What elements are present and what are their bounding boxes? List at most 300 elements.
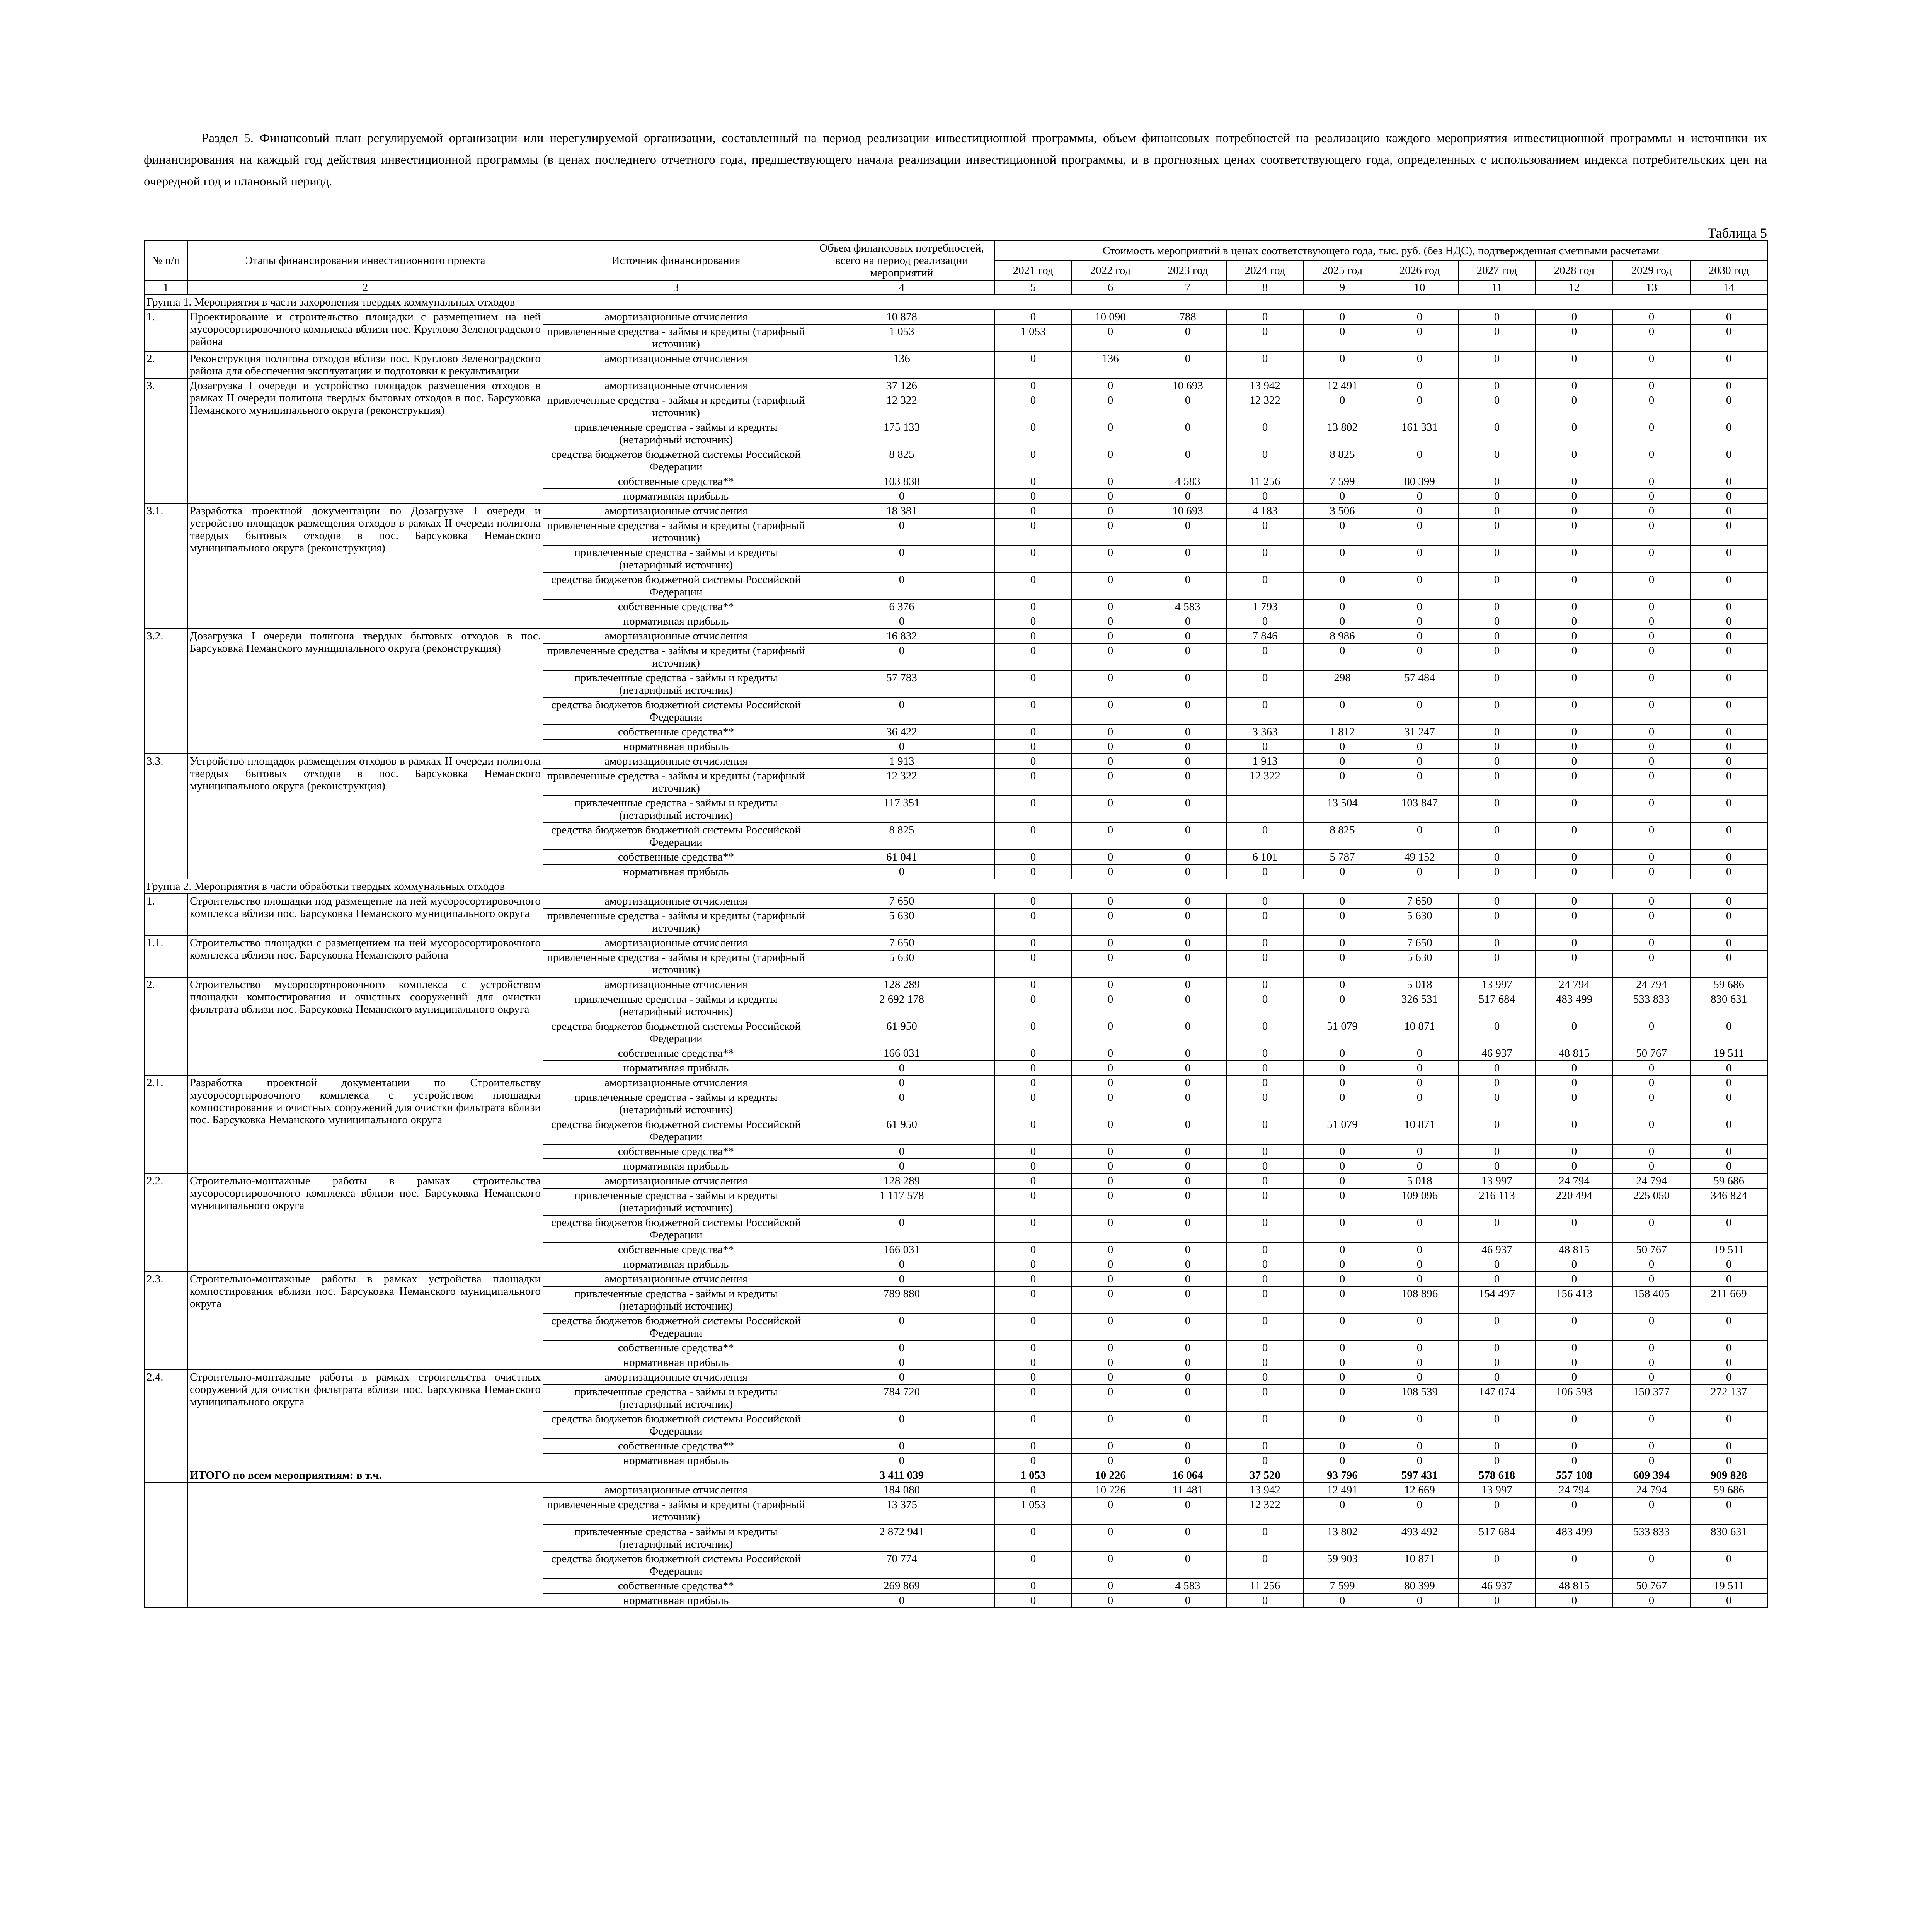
- year-value-cell: 0: [1613, 420, 1690, 447]
- year-value-cell: 0: [1536, 739, 1613, 754]
- year-value-cell: 0: [1690, 796, 1767, 823]
- year-value-cell: 0: [1072, 670, 1149, 697]
- year-value-cell: 0: [1690, 1159, 1767, 1173]
- year-value-cell: 0: [1690, 724, 1767, 739]
- year-value-cell: 0: [1304, 908, 1381, 935]
- year-value-cell: 0: [1072, 850, 1149, 864]
- year-value-cell: 0: [1613, 447, 1690, 474]
- year-value-cell: 0: [1381, 754, 1458, 769]
- total-volume-cell: 37 126: [809, 378, 994, 393]
- group-row: [144, 295, 1767, 310]
- year-value-cell: 0: [1613, 935, 1690, 950]
- total-volume-cell: 0: [809, 1370, 994, 1384]
- year-value-cell: 0: [1226, 1355, 1304, 1370]
- total-value-cell: 578 618: [1458, 1468, 1536, 1483]
- total-volume-cell: 7 650: [809, 894, 994, 908]
- funding-source: привлеченные средства - займы и кредиты (нетарифный источник): [543, 420, 809, 447]
- funding-source: привлеченные средства - займы и кредиты (нетарифный источник): [543, 796, 809, 823]
- financial-plan-table-wrapper: [144, 240, 1767, 1608]
- year-value-cell: 0: [994, 1159, 1072, 1173]
- year-value-cell: 0: [1226, 643, 1304, 670]
- year-value-cell: 0: [1381, 324, 1458, 351]
- year-value-cell: 0: [1690, 1412, 1767, 1439]
- year-value-cell: 0: [1690, 1144, 1767, 1159]
- year-value-cell: 161 331: [1381, 420, 1458, 447]
- funding-source: привлеченные средства - займы и кредиты (нетарифный источник): [543, 1286, 809, 1313]
- header-year: 2025 год: [1304, 260, 1381, 280]
- year-value-cell: 0: [1613, 850, 1690, 864]
- year-value-cell: 0: [1458, 670, 1536, 697]
- total-source-cell: [543, 1468, 809, 1483]
- year-value-cell: 0: [994, 474, 1072, 489]
- total-breakdown-value: 48 815: [1536, 1578, 1613, 1593]
- year-value-cell: 0: [1304, 864, 1381, 879]
- item-number: 3.: [144, 378, 187, 503]
- year-value-cell: 0: [1149, 935, 1226, 950]
- year-value-cell: 0: [1304, 1340, 1381, 1355]
- year-value-cell: 0: [994, 1272, 1072, 1286]
- funding-source: привлеченные средства - займы и кредиты (нетарифный источник): [543, 545, 809, 572]
- year-value-cell: 0: [1226, 1257, 1304, 1272]
- total-breakdown-value: 0: [1536, 1497, 1613, 1524]
- year-value-cell: 0: [1072, 1173, 1149, 1188]
- year-value-cell: 0: [1072, 420, 1149, 447]
- year-value-cell: 0: [1072, 489, 1149, 503]
- year-value-cell: 0: [1226, 1061, 1304, 1075]
- year-value-cell: 0: [1226, 1090, 1304, 1117]
- year-value-cell: 24 794: [1613, 1173, 1690, 1188]
- year-value-cell: 49 152: [1381, 850, 1458, 864]
- year-value-cell: 0: [1304, 1075, 1381, 1090]
- year-value-cell: 0: [1226, 1188, 1304, 1215]
- year-value-cell: 0: [1690, 1313, 1767, 1340]
- year-value-cell: 0: [1304, 992, 1381, 1019]
- year-value-cell: 216 113: [1458, 1188, 1536, 1215]
- column-number: 9: [1304, 280, 1381, 295]
- year-value-cell: 0: [1458, 1075, 1536, 1090]
- section-intro-text: Раздел 5. Финансовый план регулируемой организации или нерегулируемой организации, составленный на период реализации инвестиционной программы, объем финансовых потребностей на реализацию каждого мероприятия инвестиционной программы и источники их финансирования на каждый год действия инвестиционной программы (в ценах последнего отчетного года, предшествующего начала реализации инвестиционной программы, и в прогнозных ценах соответствующего года, определенных с использованием индекса потребительских цен на очередной год и плановый период.: [144, 131, 1767, 189]
- year-value-cell: 211 669: [1690, 1286, 1767, 1313]
- year-value-cell: 0: [1072, 1355, 1149, 1370]
- year-value-cell: 0: [1381, 310, 1458, 324]
- year-value-cell: 0: [1613, 503, 1690, 518]
- year-value-cell: 0: [1613, 724, 1690, 739]
- year-value-cell: 298: [1304, 670, 1381, 697]
- column-number: 4: [809, 280, 994, 295]
- funding-source: нормативная прибыль: [543, 1593, 809, 1608]
- year-value-cell: 10 871: [1381, 1117, 1458, 1144]
- year-value-cell: 0: [994, 670, 1072, 697]
- total-volume-cell: 1 913: [809, 754, 994, 769]
- funding-source: собственные средства**: [543, 724, 809, 739]
- year-value-cell: 0: [1072, 1340, 1149, 1355]
- year-value-cell: 0: [1226, 1019, 1304, 1046]
- year-value-cell: 0: [1458, 1355, 1536, 1370]
- funding-source: амортизационные отчисления: [543, 1075, 809, 1090]
- year-value-cell: 0: [1690, 894, 1767, 908]
- total-value-cell: 909 828: [1690, 1468, 1767, 1483]
- year-value-cell: 147 074: [1458, 1384, 1536, 1412]
- item-name: Строительство мусоросортировочного комплекса с устройством площадки компостирования и очистных сооружений для очистки фильтрата вблизи пос. Барсуковка Неманского муниципального округа: [187, 977, 543, 1075]
- year-value-cell: 0: [994, 1355, 1072, 1370]
- year-value-cell: 0: [1536, 351, 1613, 378]
- column-numbers-row: [144, 280, 1767, 295]
- year-value-cell: 0: [1536, 950, 1613, 977]
- year-value-cell: 5 018: [1381, 1173, 1458, 1188]
- year-value-cell: 0: [994, 769, 1072, 796]
- year-value-cell: 1 793: [1226, 599, 1304, 614]
- total-volume-cell: 166 031: [809, 1242, 994, 1257]
- table-row: [144, 894, 1767, 908]
- year-value-cell: 0: [1690, 310, 1767, 324]
- funding-source: средства бюджетов бюджетной системы Российской Федерации: [543, 1551, 809, 1578]
- year-value-cell: 0: [1381, 1061, 1458, 1075]
- year-value-cell: 0: [1226, 1173, 1304, 1188]
- total-breakdown-value: 0: [1226, 1593, 1304, 1608]
- item-number: 3.1.: [144, 503, 187, 629]
- year-value-cell: 0: [994, 351, 1072, 378]
- funding-source: средства бюджетов бюджетной системы Российской Федерации: [543, 823, 809, 850]
- year-value-cell: 0: [1149, 1019, 1226, 1046]
- total-breakdown-value: 1 053: [994, 1497, 1072, 1524]
- year-value-cell: 0: [1226, 1439, 1304, 1453]
- total-breakdown-value: 0: [1226, 1524, 1304, 1551]
- total-breakdown-value: 0: [1226, 1551, 1304, 1578]
- item-name: Разработка проектной документации по Дозагрузке I очереди и устройство площадок размещения отходов в рамках II очереди полигона твердых бытовых отходов в пос. Барсуковка Неманского муниципального округа (реконструкция): [187, 503, 543, 629]
- funding-source: амортизационные отчисления: [543, 1483, 809, 1497]
- funding-source: амортизационные отчисления: [543, 1370, 809, 1384]
- total-volume-cell: 0: [809, 1090, 994, 1117]
- year-value-cell: 0: [1536, 1159, 1613, 1173]
- item-number: 2.3.: [144, 1272, 187, 1370]
- total-breakdown-value: 0: [1072, 1524, 1149, 1551]
- funding-source: привлеченные средства - займы и кредиты (тарифный источник): [543, 518, 809, 545]
- year-value-cell: 326 531: [1381, 992, 1458, 1019]
- year-value-cell: 0: [1072, 864, 1149, 879]
- year-value-cell: 51 079: [1304, 1019, 1381, 1046]
- header-no: № п/п: [144, 241, 187, 280]
- year-value-cell: 0: [1381, 489, 1458, 503]
- table-row: [144, 310, 1767, 324]
- year-value-cell: 0: [994, 724, 1072, 739]
- year-value-cell: 0: [1613, 754, 1690, 769]
- header-year: 2028 год: [1536, 260, 1613, 280]
- year-value-cell: 103 847: [1381, 796, 1458, 823]
- year-value-cell: 0: [1381, 769, 1458, 796]
- year-value-cell: 0: [994, 503, 1072, 518]
- year-value-cell: 0: [1381, 629, 1458, 643]
- year-value-cell: 0: [1690, 1019, 1767, 1046]
- year-value-cell: 0: [1304, 1286, 1381, 1313]
- funding-source: амортизационные отчисления: [543, 1173, 809, 1188]
- year-value-cell: 0: [1381, 351, 1458, 378]
- year-value-cell: 0: [994, 545, 1072, 572]
- funding-source: привлеченные средства - займы и кредиты (тарифный источник): [543, 769, 809, 796]
- year-value-cell: 0: [1690, 1340, 1767, 1355]
- year-value-cell: 0: [994, 1340, 1072, 1355]
- year-value-cell: 0: [1304, 643, 1381, 670]
- year-value-cell: 0: [1381, 739, 1458, 754]
- year-value-cell: 0: [1149, 1257, 1226, 1272]
- total-volume-cell: 0: [809, 614, 994, 629]
- total-breakdown-value: 0: [994, 1551, 1072, 1578]
- year-value-cell: 0: [1226, 324, 1304, 351]
- year-value-cell: 0: [1304, 1257, 1381, 1272]
- year-value-cell: 0: [1536, 324, 1613, 351]
- total-breakdown-value: 269 869: [809, 1578, 994, 1593]
- total-value-cell: 16 064: [1149, 1468, 1226, 1483]
- year-value-cell: 0: [1149, 420, 1226, 447]
- year-value-cell: 0: [1381, 1453, 1458, 1468]
- funding-source: нормативная прибыль: [543, 614, 809, 629]
- total-breakdown-value: 517 684: [1458, 1524, 1536, 1551]
- year-value-cell: 0: [1613, 629, 1690, 643]
- total-volume-cell: 0: [809, 1257, 994, 1272]
- year-value-cell: 0: [1149, 1242, 1226, 1257]
- year-value-cell: 0: [994, 864, 1072, 879]
- year-value-cell: 0: [1536, 489, 1613, 503]
- year-value-cell: 0: [1458, 518, 1536, 545]
- column-number: 8: [1226, 280, 1304, 295]
- year-value-cell: 0: [1536, 864, 1613, 879]
- item-number: 2.4.: [144, 1370, 187, 1468]
- year-value-cell: 0: [1613, 393, 1690, 420]
- total-breakdown-value: 0: [1072, 1593, 1149, 1608]
- year-value-cell: 346 824: [1690, 1188, 1767, 1215]
- year-value-cell: 0: [1536, 724, 1613, 739]
- year-value-cell: 0: [1690, 935, 1767, 950]
- total-breakdown-value: 13 375: [809, 1497, 994, 1524]
- year-value-cell: 50 767: [1613, 1242, 1690, 1257]
- year-value-cell: 0: [1690, 754, 1767, 769]
- funding-source: средства бюджетов бюджетной системы Российской Федерации: [543, 1117, 809, 1144]
- year-value-cell: 80 399: [1381, 474, 1458, 489]
- year-value-cell: 0: [1458, 908, 1536, 935]
- column-number: 12: [1536, 280, 1613, 295]
- year-value-cell: 0: [1304, 1453, 1381, 1468]
- year-value-cell: 0: [994, 1019, 1072, 1046]
- total-volume-cell: 18 381: [809, 503, 994, 518]
- year-value-cell: 0: [1536, 503, 1613, 518]
- year-value-cell: 0: [1072, 1075, 1149, 1090]
- year-value-cell: 0: [1381, 1257, 1458, 1272]
- total-value-cell: 37 520: [1226, 1468, 1304, 1483]
- year-value-cell: 0: [1149, 796, 1226, 823]
- year-value-cell: 0: [1613, 1340, 1690, 1355]
- year-value-cell: 158 405: [1613, 1286, 1690, 1313]
- total-breakdown-value: 10 871: [1381, 1551, 1458, 1578]
- year-value-cell: 0: [1458, 643, 1536, 670]
- year-value-cell: 0: [1381, 1046, 1458, 1061]
- year-value-cell: 0: [1149, 850, 1226, 864]
- year-value-cell: 0: [1072, 935, 1149, 950]
- group-row: [144, 879, 1767, 894]
- year-value-cell: 0: [994, 739, 1072, 754]
- year-value-cell: 0: [1690, 697, 1767, 724]
- year-value-cell: 0: [1149, 518, 1226, 545]
- year-value-cell: 0: [1458, 474, 1536, 489]
- year-value-cell: 13 942: [1226, 378, 1304, 393]
- item-name: Устройство площадок размещения отходов в рамках II очереди полигона твердых бытовых отходов в пос. Барсуковка Неманского муниципального округа (реконструкция): [187, 754, 543, 879]
- total-volume-cell: 117 351: [809, 796, 994, 823]
- year-value-cell: 0: [1381, 1242, 1458, 1257]
- year-value-cell: 0: [1613, 864, 1690, 879]
- total-breakdown-value: 7 599: [1304, 1578, 1381, 1593]
- year-value-cell: 0: [1304, 1313, 1381, 1340]
- column-number: 3: [543, 280, 809, 295]
- year-value-cell: 0: [1613, 1215, 1690, 1242]
- header-year: 2023 год: [1149, 260, 1226, 280]
- total-volume-cell: 0: [809, 864, 994, 879]
- year-value-cell: 0: [1149, 894, 1226, 908]
- year-value-cell: 0: [1226, 1159, 1304, 1173]
- year-value-cell: 0: [1149, 769, 1226, 796]
- year-value-cell: 0: [994, 1384, 1072, 1412]
- total-breakdown-value: 0: [1149, 1551, 1226, 1578]
- year-value-cell: 0: [1690, 864, 1767, 879]
- year-value-cell: 0: [1613, 1313, 1690, 1340]
- year-value-cell: 0: [1226, 351, 1304, 378]
- year-value-cell: 0: [1613, 1019, 1690, 1046]
- year-value-cell: 0: [1381, 1313, 1458, 1340]
- year-value-cell: 0: [1072, 1061, 1149, 1075]
- header-row-1: [144, 241, 1767, 260]
- item-number: 2.2.: [144, 1173, 187, 1272]
- total-breakdown-value: 2 872 941: [809, 1524, 994, 1551]
- funding-source: нормативная прибыль: [543, 1453, 809, 1468]
- year-value-cell: 51 079: [1304, 1117, 1381, 1144]
- year-value-cell: 0: [1072, 503, 1149, 518]
- year-value-cell: 0: [1613, 1412, 1690, 1439]
- funding-source: нормативная прибыль: [543, 1257, 809, 1272]
- year-value-cell: 0: [1613, 1355, 1690, 1370]
- year-value-cell: 4 583: [1149, 599, 1226, 614]
- total-breakdown-value: 0: [1690, 1551, 1767, 1578]
- year-value-cell: 0: [1226, 697, 1304, 724]
- year-value-cell: 0: [1304, 324, 1381, 351]
- total-breakdown-value: 11 256: [1226, 1578, 1304, 1593]
- year-value-cell: 0: [1613, 572, 1690, 599]
- year-value-cell: 0: [1149, 1090, 1226, 1117]
- year-value-cell: 109 096: [1381, 1188, 1458, 1215]
- year-value-cell: 830 631: [1690, 992, 1767, 1019]
- year-value-cell: [1226, 796, 1304, 823]
- year-value-cell: 0: [1149, 572, 1226, 599]
- header-source: Источник финансирования: [543, 241, 809, 280]
- total-breakdown-value: 0: [1458, 1497, 1536, 1524]
- total-volume-cell: 0: [809, 1144, 994, 1159]
- year-value-cell: 0: [1226, 1144, 1304, 1159]
- funding-source: привлеченные средства - займы и кредиты (тарифный источник): [543, 950, 809, 977]
- year-value-cell: 0: [1381, 1370, 1458, 1384]
- total-volume-cell: 0: [809, 1355, 994, 1370]
- funding-source: собственные средства**: [543, 474, 809, 489]
- funding-source: нормативная прибыль: [543, 1061, 809, 1075]
- year-value-cell: 0: [1072, 1257, 1149, 1272]
- total-volume-cell: 8 825: [809, 823, 994, 850]
- item-name: Дозагрузка I очереди полигона твердых бытовых отходов в пос. Барсуковка Неманского муниципального округа (реконструкция): [187, 629, 543, 754]
- funding-source: средства бюджетов бюджетной системы Российской Федерации: [543, 1412, 809, 1439]
- year-value-cell: 0: [1458, 864, 1536, 879]
- funding-source: средства бюджетов бюджетной системы Российской Федерации: [543, 697, 809, 724]
- year-value-cell: 0: [1458, 503, 1536, 518]
- year-value-cell: 0: [1458, 351, 1536, 378]
- year-value-cell: 0: [1072, 823, 1149, 850]
- year-value-cell: 0: [1149, 908, 1226, 935]
- funding-source: привлеченные средства - займы и кредиты (тарифный источник): [543, 1497, 809, 1524]
- item-name: Строительно-монтажные работы в рамках строительства мусоросортировочного комплекса вблизи пос. Барсуковка Неманского муниципального округа: [187, 1173, 543, 1272]
- year-value-cell: 0: [1149, 629, 1226, 643]
- year-value-cell: 0: [1149, 1188, 1226, 1215]
- year-value-cell: 108 896: [1381, 1286, 1458, 1313]
- year-value-cell: 0: [994, 1173, 1072, 1188]
- total-volume-cell: 128 289: [809, 1173, 994, 1188]
- year-value-cell: 0: [1536, 697, 1613, 724]
- year-value-cell: 57 484: [1381, 670, 1458, 697]
- year-value-cell: 0: [994, 1215, 1072, 1242]
- year-value-cell: 0: [1536, 1144, 1613, 1159]
- year-value-cell: 0: [1226, 310, 1304, 324]
- year-value-cell: 0: [1149, 1384, 1226, 1412]
- year-value-cell: 0: [1149, 1144, 1226, 1159]
- year-value-cell: 0: [1304, 977, 1381, 992]
- total-volume-cell: 0: [809, 1453, 994, 1468]
- year-value-cell: 0: [1072, 739, 1149, 754]
- funding-source: привлеченные средства - займы и кредиты (нетарифный источник): [543, 1188, 809, 1215]
- year-value-cell: 0: [1458, 1117, 1536, 1144]
- year-value-cell: 0: [994, 643, 1072, 670]
- year-value-cell: 0: [1149, 1313, 1226, 1340]
- total-breakdown-value: 0: [1690, 1497, 1767, 1524]
- year-value-cell: 0: [1613, 1144, 1690, 1159]
- year-value-cell: 108 539: [1381, 1384, 1458, 1412]
- year-value-cell: 12 491: [1304, 378, 1381, 393]
- year-value-cell: 0: [1304, 1061, 1381, 1075]
- year-value-cell: 0: [1304, 518, 1381, 545]
- year-value-cell: 0: [1536, 1340, 1613, 1355]
- year-value-cell: 11 256: [1226, 474, 1304, 489]
- year-value-cell: 0: [1149, 1272, 1226, 1286]
- total-breakdown-value: 0: [1536, 1593, 1613, 1608]
- year-value-cell: 0: [1458, 599, 1536, 614]
- year-value-cell: 3 363: [1226, 724, 1304, 739]
- total-volume-cell: 57 783: [809, 670, 994, 697]
- year-value-cell: 0: [1072, 724, 1149, 739]
- year-value-cell: 0: [1072, 1370, 1149, 1384]
- year-value-cell: 0: [1613, 489, 1690, 503]
- year-value-cell: 0: [1458, 739, 1536, 754]
- year-value-cell: 0: [1536, 894, 1613, 908]
- total-volume-cell: 0: [809, 545, 994, 572]
- total-volume-cell: 5 630: [809, 908, 994, 935]
- year-value-cell: 0: [994, 850, 1072, 864]
- year-value-cell: 0: [1458, 489, 1536, 503]
- year-value-cell: 0: [1690, 393, 1767, 420]
- year-value-cell: 0: [1536, 935, 1613, 950]
- year-value-cell: 0: [1149, 1075, 1226, 1090]
- year-value-cell: 0: [1690, 1453, 1767, 1468]
- year-value-cell: 0: [994, 599, 1072, 614]
- item-name: Разработка проектной документации по Строительству мусоросортировочного комплекса с устройством площадки компостирования и очистных сооружений для очистки фильтрата вблизи пос. Барсуковка Неманского муниципального округа: [187, 1075, 543, 1173]
- total-breakdown-value: 0: [994, 1593, 1072, 1608]
- year-value-cell: 0: [1072, 629, 1149, 643]
- year-value-cell: 0: [1226, 572, 1304, 599]
- year-value-cell: 46 937: [1458, 1242, 1536, 1257]
- year-value-cell: 0: [1226, 823, 1304, 850]
- year-value-cell: 0: [1304, 1242, 1381, 1257]
- year-value-cell: 0: [1072, 754, 1149, 769]
- year-value-cell: 0: [1613, 474, 1690, 489]
